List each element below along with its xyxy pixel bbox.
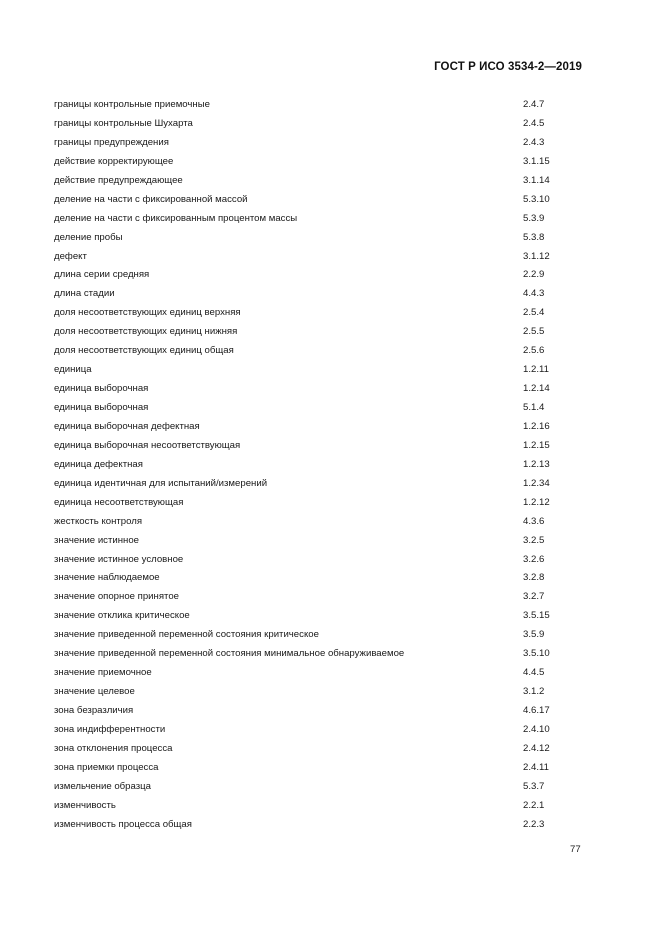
index-entry [54, 191, 594, 210]
index-entry [54, 664, 594, 683]
index-entry [54, 816, 594, 835]
index-entry [54, 778, 594, 797]
index-term: значение целевое [54, 686, 135, 698]
index-entry [54, 304, 594, 323]
index-entry [54, 740, 594, 759]
index-term: жесткость контроля [54, 515, 143, 527]
index-term: единица идентичная для испытаний/измерений [54, 477, 268, 489]
index-entry [54, 399, 594, 418]
index-section-ref: 3.1.15 [523, 155, 550, 167]
index-term: зона отклонения процесса [54, 742, 173, 754]
index-section-ref: 1.2.15 [523, 439, 550, 451]
index-entry [54, 475, 594, 494]
index-section-ref: 5.1.4 [523, 402, 545, 413]
index-term: деление пробы [54, 231, 123, 243]
index-entry [54, 96, 594, 115]
index-term: значение приведенной переменной состояния критическое [54, 629, 319, 641]
index-section-ref: 5.3.7 [523, 780, 545, 792]
index-term: единица выборочная несоответствующая [54, 439, 241, 451]
index-entry [54, 797, 594, 816]
index-section-ref: 3.2.5 [523, 534, 545, 546]
index-section-ref: 4.4.5 [523, 667, 545, 679]
index-section-ref: 2.4.5 [523, 117, 545, 129]
index-term: границы контрольные Шухарта [54, 117, 193, 129]
index-entry [54, 645, 594, 664]
index-term: доля несоответствующих единиц верхняя [54, 307, 241, 319]
index-section-ref: 2.4.7 [523, 99, 545, 110]
index-term: зона индифферентности [54, 723, 166, 735]
index-term: единица выборочная [54, 383, 149, 395]
index-entry [54, 229, 594, 248]
index-entry [54, 210, 594, 229]
index-term: значение приведенной переменной состояния минимальное обнаруживаемое [54, 648, 405, 660]
index-section-ref: 3.2.6 [523, 553, 545, 565]
index-section-ref: 3.1.14 [523, 174, 550, 186]
index-section-ref: 5.3.10 [523, 193, 550, 205]
index-entry [54, 683, 594, 702]
index-term: зона безразличия [54, 705, 134, 716]
document-header [434, 61, 582, 73]
index-entry [54, 266, 594, 285]
index-term: изменчивость процесса общая [54, 818, 192, 830]
index-section-ref: 2.4.11 [523, 761, 549, 773]
index-section-ref: 2.2.1 [523, 799, 545, 811]
index-section-ref: 3.2.8 [523, 572, 545, 584]
index-term: границы контрольные приемочные [54, 99, 210, 110]
index-entry [54, 134, 594, 153]
index-entry [54, 513, 594, 532]
index-term: действие корректирующее [54, 155, 174, 167]
index-section-ref: 2.2.9 [523, 269, 545, 281]
index-term: значение истинное условное [54, 553, 184, 565]
index-term: зона приемки процесса [54, 761, 159, 773]
index-term: значение отклика критическое [54, 610, 190, 622]
index-section-ref: 1.2.14 [523, 383, 550, 395]
index-term: изменчивость [54, 799, 116, 811]
index-section-ref: 2.5.5 [523, 326, 545, 338]
index-term: доля несоответствующих единиц нижняя [54, 326, 238, 338]
index-section-ref: 2.4.3 [523, 136, 545, 148]
index-entry [54, 323, 594, 342]
index-entry [54, 285, 594, 304]
index-entry [54, 361, 594, 380]
index-section-ref: 2.4.12 [523, 742, 550, 754]
index-entry [54, 494, 594, 513]
index-entry [54, 437, 594, 456]
index-section-ref: 3.5.10 [523, 648, 550, 660]
index-entry [54, 380, 594, 399]
index-term: длина стадии [54, 288, 115, 300]
index-entry [54, 702, 594, 721]
index-term: значение приемочное [54, 667, 152, 679]
index-term: единица [54, 364, 92, 376]
index-term: единица выборочная [54, 402, 149, 413]
index-term: действие предупреждающее [54, 174, 183, 186]
page-number: 77 [570, 844, 581, 855]
index-entry [54, 588, 594, 607]
index-section-ref: 5.3.8 [523, 231, 545, 243]
index-section-ref: 2.4.10 [523, 723, 550, 735]
index-term: значение опорное принятое [54, 591, 179, 603]
index-entry [54, 342, 594, 361]
index-term: единица несоответствующая [54, 496, 184, 508]
index-term: единица дефектная [54, 458, 143, 470]
index-entry [54, 153, 594, 172]
index-section-ref: 1.2.34 [523, 477, 550, 489]
index-entry [54, 418, 594, 437]
index-section-ref: 1.2.11 [523, 364, 549, 376]
index-entry [54, 172, 594, 191]
index-section-ref: 4.6.17 [523, 705, 550, 716]
index-section-ref: 1.2.12 [523, 496, 550, 508]
index-entry [54, 569, 594, 588]
index-term: длина серии средняя [54, 269, 150, 281]
index-entry [54, 607, 594, 626]
index-entry [54, 456, 594, 475]
index-entry [54, 551, 594, 570]
index-section-ref: 2.5.6 [523, 345, 545, 357]
index-section-ref: 1.2.16 [523, 420, 550, 432]
index-term: доля несоответствующих единиц общая [54, 345, 234, 357]
index-section-ref: 3.2.7 [523, 591, 545, 603]
index-term: деление на части с фиксированным процентом массы [54, 212, 298, 224]
index-section-ref: 4.3.6 [523, 515, 545, 527]
index-term: единица выборочная дефектная [54, 420, 200, 432]
index-term: деление на части с фиксированной массой [54, 193, 248, 205]
index-section-ref: 1.2.13 [523, 458, 550, 470]
index-section-ref: 2.5.4 [523, 307, 545, 319]
index-term: дефект [54, 250, 87, 262]
index-entry [54, 248, 594, 267]
index-section-ref: 2.2.3 [523, 818, 545, 830]
index-entry [54, 532, 594, 551]
index-term: значение истинное [54, 534, 139, 546]
index-section-ref: 3.5.15 [523, 610, 550, 622]
index-term: границы предупреждения [54, 136, 169, 148]
index-term: измельчение образца [54, 780, 151, 792]
index-entry [54, 115, 594, 134]
index-entry [54, 759, 594, 778]
index-section-ref: 5.3.9 [523, 212, 545, 224]
alphabetical-index [54, 96, 594, 835]
index-entry [54, 626, 594, 645]
index-entry [54, 721, 594, 740]
standard-code: ГОСТ Р ИСО 3534-2—2019 [434, 61, 582, 73]
index-section-ref: 3.1.12 [523, 250, 550, 262]
index-section-ref: 3.1.2 [523, 686, 545, 698]
index-section-ref: 3.5.9 [523, 629, 545, 641]
index-section-ref: 4.4.3 [523, 288, 545, 300]
index-term: значение наблюдаемое [54, 572, 160, 584]
